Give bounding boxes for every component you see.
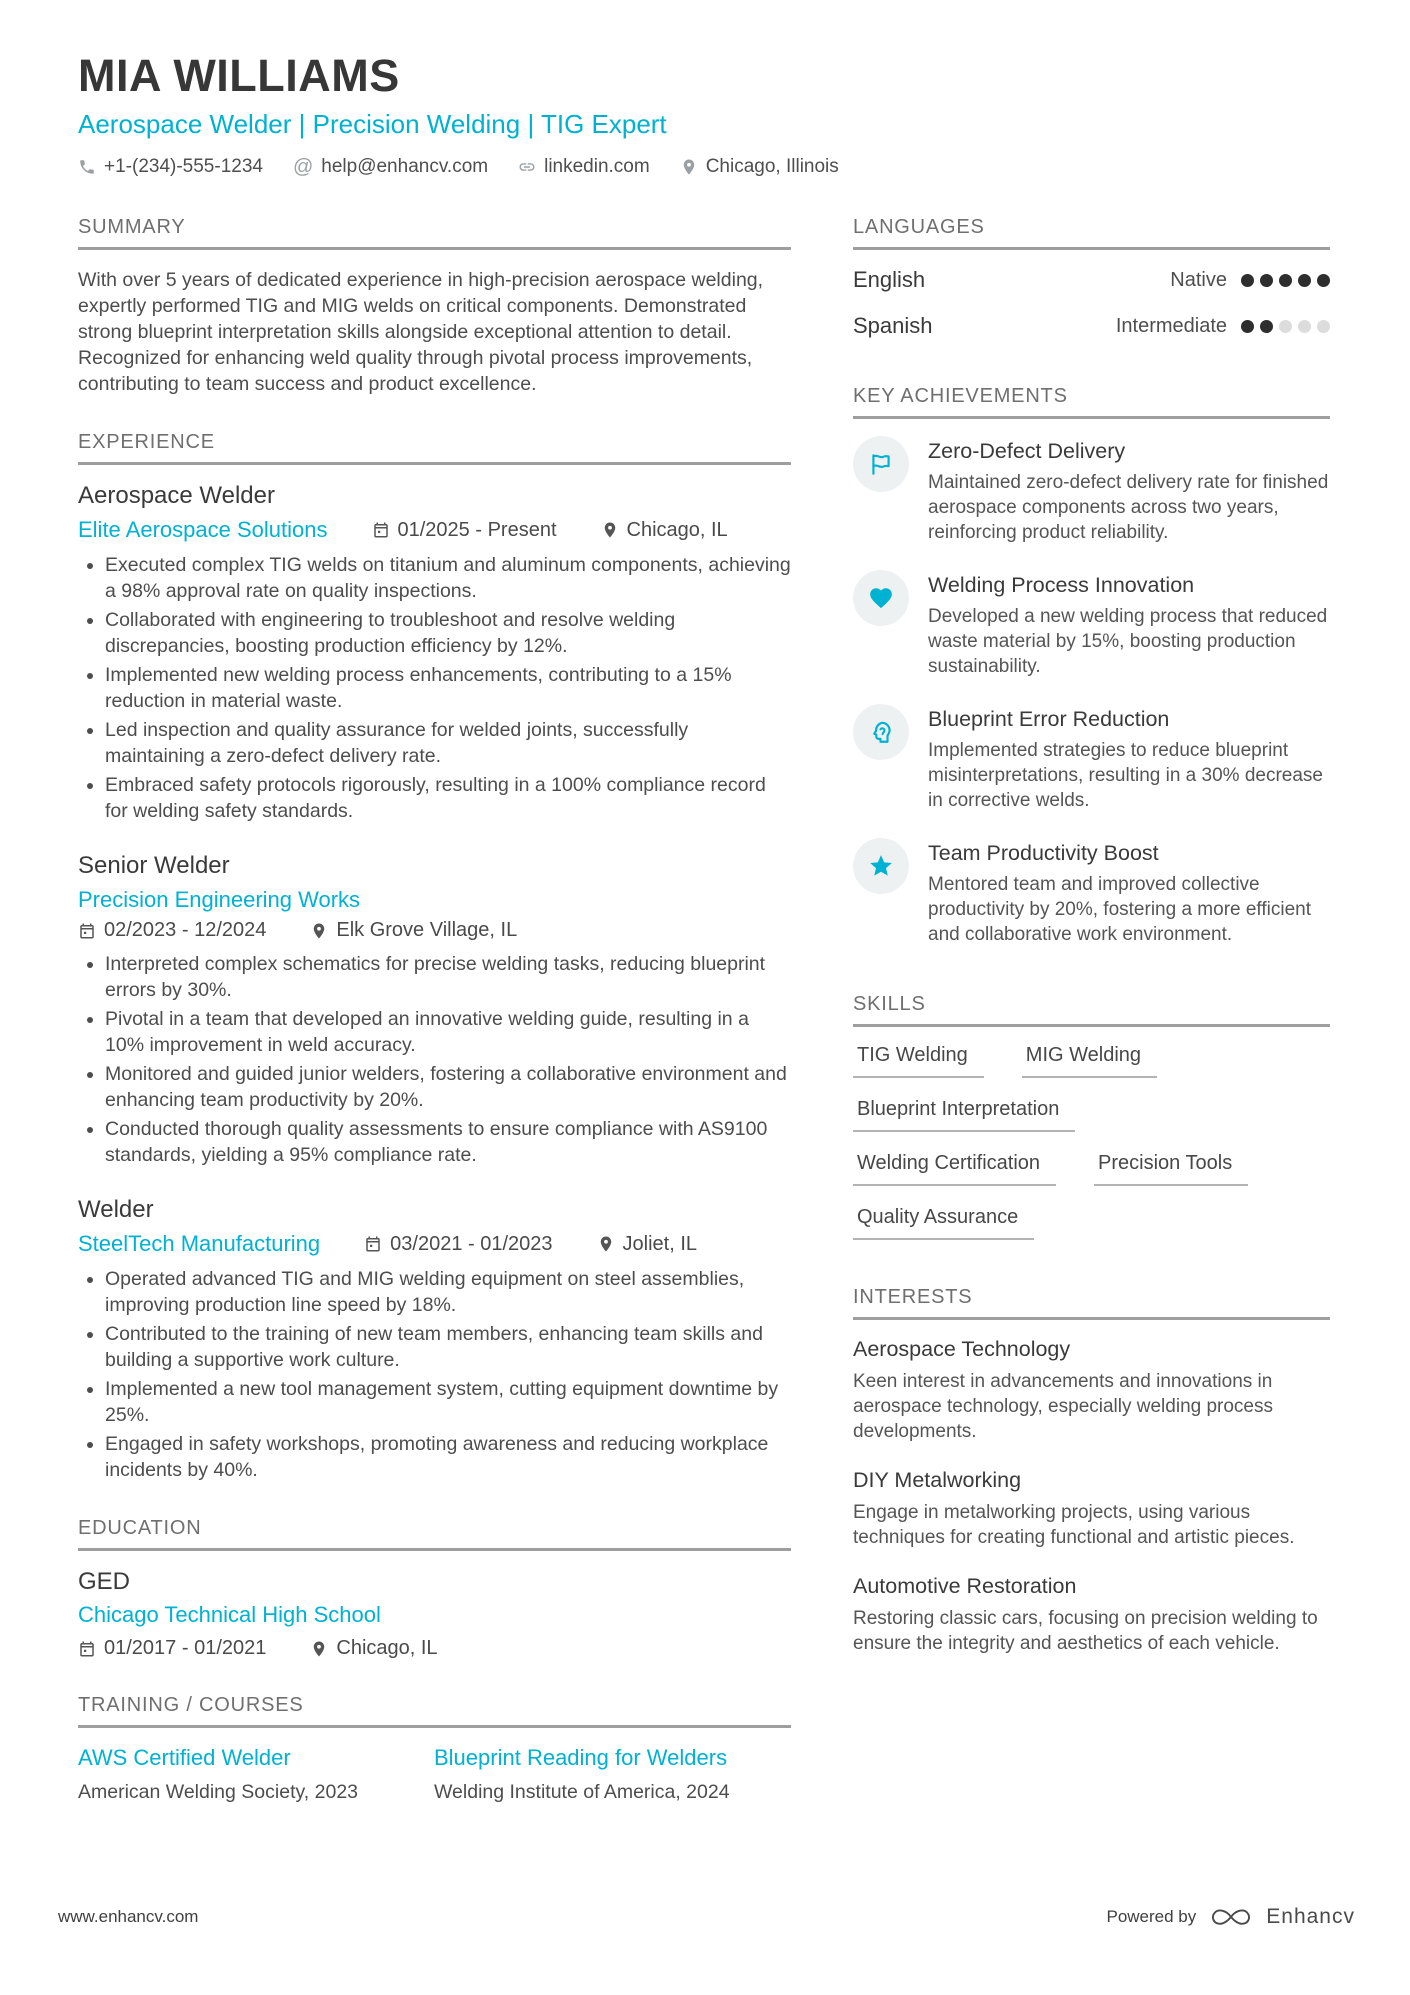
education-section bbox=[78, 1517, 791, 1660]
interest-text: Restoring classic cars, focusing on precision welding to ensure the integrity and aesthetics of each vehicle. bbox=[853, 1608, 1318, 1654]
school-name: Chicago Technical High School bbox=[78, 1602, 381, 1627]
dot-filled bbox=[1260, 320, 1273, 333]
footer bbox=[58, 1905, 1355, 1929]
job-location: Elk Grove Village, IL bbox=[310, 919, 517, 942]
experience-section bbox=[78, 431, 791, 1483]
skill-tag: Quality Assurance bbox=[853, 1206, 1034, 1240]
interest-item bbox=[853, 1468, 1330, 1550]
pin-icon bbox=[310, 922, 328, 940]
dot-empty bbox=[1279, 320, 1292, 333]
side-column bbox=[853, 216, 1330, 1839]
achievement-item bbox=[853, 570, 1330, 679]
email-address: help@enhancv.com bbox=[321, 156, 489, 177]
achievement-title: Blueprint Error Reduction bbox=[928, 707, 1170, 731]
course-title: Blueprint Reading for Welders bbox=[434, 1745, 728, 1770]
bullet-item: • Monitored and guided junior welders, fostering a collaborative environment and enhancing team productivity by 20%. bbox=[105, 1061, 791, 1113]
bullet-item: • Executed complex TIG welds on titanium and aluminum components, achieving a 98% approval rate on quality inspections. bbox=[105, 552, 791, 604]
dot-empty bbox=[1317, 320, 1330, 333]
degree: GED bbox=[78, 1568, 131, 1595]
job-location: Chicago, IL bbox=[601, 519, 728, 542]
course-org: Welding Institute of America, 2024 bbox=[434, 1781, 730, 1803]
language-level: Intermediate bbox=[1115, 314, 1227, 337]
calendar-icon bbox=[78, 1640, 96, 1658]
job-title: Aerospace Welder bbox=[78, 482, 275, 509]
interest-text: Keen interest in advancements and innovations in aerospace technology, especially welding process developments. bbox=[853, 1371, 1274, 1442]
bullet-item: • Contributed to the training of new team members, enhancing team skills and building a supportive work culture. bbox=[105, 1321, 791, 1373]
skill-tag: Precision Tools bbox=[1094, 1152, 1248, 1186]
course-entry bbox=[78, 1745, 434, 1805]
language-row bbox=[853, 313, 1330, 339]
language-name: Spanish bbox=[853, 313, 933, 338]
achievements-heading: KEY ACHIEVEMENTS bbox=[853, 385, 1330, 419]
achievement-title: Welding Process Innovation bbox=[928, 573, 1195, 597]
job-entry bbox=[78, 482, 791, 824]
head-icon bbox=[853, 704, 909, 760]
interests-heading: INTERESTS bbox=[853, 1286, 1330, 1320]
achievement-text: Mentored team and improved collective productivity by 20%, fostering a more efficient and collaborative work environment. bbox=[928, 874, 1312, 945]
headline: Aerospace Welder | Precision Welding | TIG Expert bbox=[78, 109, 667, 139]
job-title: Welder bbox=[78, 1196, 154, 1223]
link-text: linkedin.com bbox=[544, 156, 650, 177]
phone-icon bbox=[78, 158, 96, 176]
interest-title: DIY Metalworking bbox=[853, 1468, 1022, 1492]
job-dates: 02/2023 - 12/2024 bbox=[78, 919, 266, 942]
bullet-item: • Operated advanced TIG and MIG welding equipment on steel assemblies, improving production line speed by 18%. bbox=[105, 1266, 791, 1318]
skills-heading: SKILLS bbox=[853, 993, 1330, 1027]
main-column bbox=[78, 216, 791, 1839]
bullet-item: • Led inspection and quality assurance for welded joints, successfully maintaining a zero-defect delivery rate. bbox=[105, 717, 791, 769]
skill-tag: Welding Certification bbox=[853, 1152, 1056, 1186]
summary-section bbox=[78, 216, 791, 397]
interests-section bbox=[853, 1286, 1330, 1656]
dot-filled bbox=[1298, 274, 1311, 287]
pin-icon bbox=[601, 521, 619, 539]
job-bullets bbox=[78, 552, 791, 824]
skill-tag: MIG Welding bbox=[1022, 1044, 1157, 1078]
link-icon bbox=[518, 158, 536, 176]
course-org: American Welding Society, 2023 bbox=[78, 1781, 359, 1803]
header bbox=[78, 50, 1330, 178]
company-name: Elite Aerospace Solutions bbox=[78, 517, 328, 542]
flag-icon bbox=[853, 436, 909, 492]
email-contact[interactable] bbox=[293, 156, 488, 178]
company-name: SteelTech Manufacturing bbox=[78, 1231, 321, 1256]
language-row bbox=[853, 267, 1330, 293]
pin-icon bbox=[310, 1640, 328, 1658]
job-bullets bbox=[78, 1266, 791, 1483]
link-contact[interactable] bbox=[518, 156, 650, 178]
bullet-item: • Collaborated with engineering to troubleshoot and resolve welding discrepancies, boosting production efficiency by 12%. bbox=[105, 607, 791, 659]
languages-section bbox=[853, 216, 1330, 339]
job-dates: 03/2021 - 01/2023 bbox=[364, 1233, 552, 1256]
location-contact bbox=[680, 156, 839, 178]
languages-heading: LANGUAGES bbox=[853, 216, 1330, 250]
education-heading: EDUCATION bbox=[78, 1517, 791, 1551]
interest-title: Aerospace Technology bbox=[853, 1337, 1071, 1361]
dot-filled bbox=[1260, 274, 1273, 287]
location-text: Chicago, Illinois bbox=[705, 156, 839, 177]
language-name: English bbox=[853, 267, 926, 292]
interest-item bbox=[853, 1574, 1330, 1656]
dot-filled bbox=[1279, 274, 1292, 287]
phone-contact[interactable] bbox=[78, 156, 263, 178]
job-bullets bbox=[78, 951, 791, 1168]
at-icon: @ bbox=[292, 156, 314, 178]
course-entry bbox=[434, 1745, 790, 1805]
experience-heading: EXPERIENCE bbox=[78, 431, 791, 465]
pin-icon bbox=[597, 1235, 615, 1253]
course-title: AWS Certified Welder bbox=[78, 1745, 291, 1770]
bullet-item: • Embraced safety protocols rigorously, resulting in a 100% compliance record for welding safety standards. bbox=[105, 772, 791, 824]
phone-number: +1-(234)-555-1234 bbox=[104, 156, 263, 177]
interest-item bbox=[853, 1337, 1330, 1444]
education-dates: 01/2017 - 01/2021 bbox=[78, 1637, 266, 1660]
footer-site-link[interactable]: www.enhancv.com bbox=[58, 1907, 199, 1926]
bullet-item: • Pivotal in a team that developed an innovative welding guide, resulting in a 10% improvement in weld accuracy. bbox=[105, 1006, 791, 1058]
achievement-title: Zero-Defect Delivery bbox=[928, 439, 1126, 463]
bullet-item: • Conducted thorough quality assessments to ensure compliance with AS9100 standards, yielding a 95% compliance rate. bbox=[105, 1116, 791, 1168]
achievement-text: Developed a new welding process that reduced waste material by 15%, boosting production sustainability. bbox=[928, 606, 1328, 677]
dot-filled bbox=[1241, 274, 1254, 287]
achievement-title: Team Productivity Boost bbox=[928, 841, 1159, 865]
bullet-item: • Engaged in safety workshops, promoting awareness and reducing workplace incidents by 40%. bbox=[105, 1431, 791, 1483]
bullet-item: • Interpreted complex schematics for precise welding tasks, reducing blueprint errors by 30%. bbox=[105, 951, 791, 1003]
dot-empty bbox=[1298, 320, 1311, 333]
dot-filled bbox=[1241, 320, 1254, 333]
calendar-icon bbox=[372, 521, 390, 539]
powered-by bbox=[1106, 1905, 1355, 1929]
achievement-item bbox=[853, 838, 1330, 947]
achievement-text: Implemented strategies to reduce blueprint misinterpretations, resulting in a 30% decrease in corrective welds. bbox=[928, 740, 1323, 811]
summary-text: With over 5 years of dedicated experience in high-precision aerospace welding, expertly performed TIG and MIG welds on critical components. Demonstrated strong blueprint interpretation skills alongside exceptional attention to detail. Recognized for enhancing weld quality through pivotal process improvements, contributing to team success and product excellence. bbox=[78, 269, 764, 395]
language-dots bbox=[1241, 274, 1330, 287]
interest-text: Engage in metalworking projects, using various techniques for creating functional and artistic pieces. bbox=[853, 1502, 1295, 1548]
bullet-item: • Implemented a new tool management system, cutting equipment downtime by 25%. bbox=[105, 1376, 791, 1428]
brand-name: Enhancv bbox=[1266, 1905, 1355, 1928]
powered-by-label: Powered by bbox=[1106, 1907, 1197, 1926]
job-dates: 01/2025 - Present bbox=[372, 519, 557, 542]
pin-icon bbox=[680, 158, 698, 176]
skill-tag: Blueprint Interpretation bbox=[853, 1098, 1075, 1132]
job-entry bbox=[78, 1196, 791, 1483]
interest-title: Automotive Restoration bbox=[853, 1574, 1077, 1598]
enhancv-logo-icon bbox=[1209, 1905, 1253, 1929]
achievement-item bbox=[853, 704, 1330, 813]
training-section bbox=[78, 1694, 791, 1805]
company-name: Precision Engineering Works bbox=[78, 887, 361, 912]
education-location: Chicago, IL bbox=[310, 1637, 437, 1660]
heart-icon bbox=[853, 570, 909, 626]
skill-tag: TIG Welding bbox=[853, 1044, 984, 1078]
achievement-text: Maintained zero-defect delivery rate for finished aerospace components across two years, reinforcing product reliability. bbox=[928, 472, 1329, 543]
job-location: Joliet, IL bbox=[597, 1233, 697, 1256]
achievement-item bbox=[853, 436, 1330, 545]
language-level: Native bbox=[1170, 268, 1227, 291]
calendar-icon bbox=[364, 1235, 382, 1253]
language-dots bbox=[1241, 320, 1330, 333]
summary-heading: SUMMARY bbox=[78, 216, 791, 250]
calendar-icon bbox=[78, 922, 96, 940]
star-icon bbox=[853, 838, 909, 894]
job-entry bbox=[78, 852, 791, 1168]
job-title: Senior Welder bbox=[78, 852, 230, 879]
training-heading: TRAINING / COURSES bbox=[78, 1694, 791, 1728]
bullet-item: • Implemented new welding process enhancements, contributing to a 15% reduction in material waste. bbox=[105, 662, 791, 714]
person-name: MIA WILLIAMS bbox=[78, 50, 400, 101]
contact-row bbox=[78, 156, 1330, 178]
achievements-section bbox=[853, 385, 1330, 947]
skills-section bbox=[853, 993, 1330, 1240]
dot-filled bbox=[1317, 274, 1330, 287]
